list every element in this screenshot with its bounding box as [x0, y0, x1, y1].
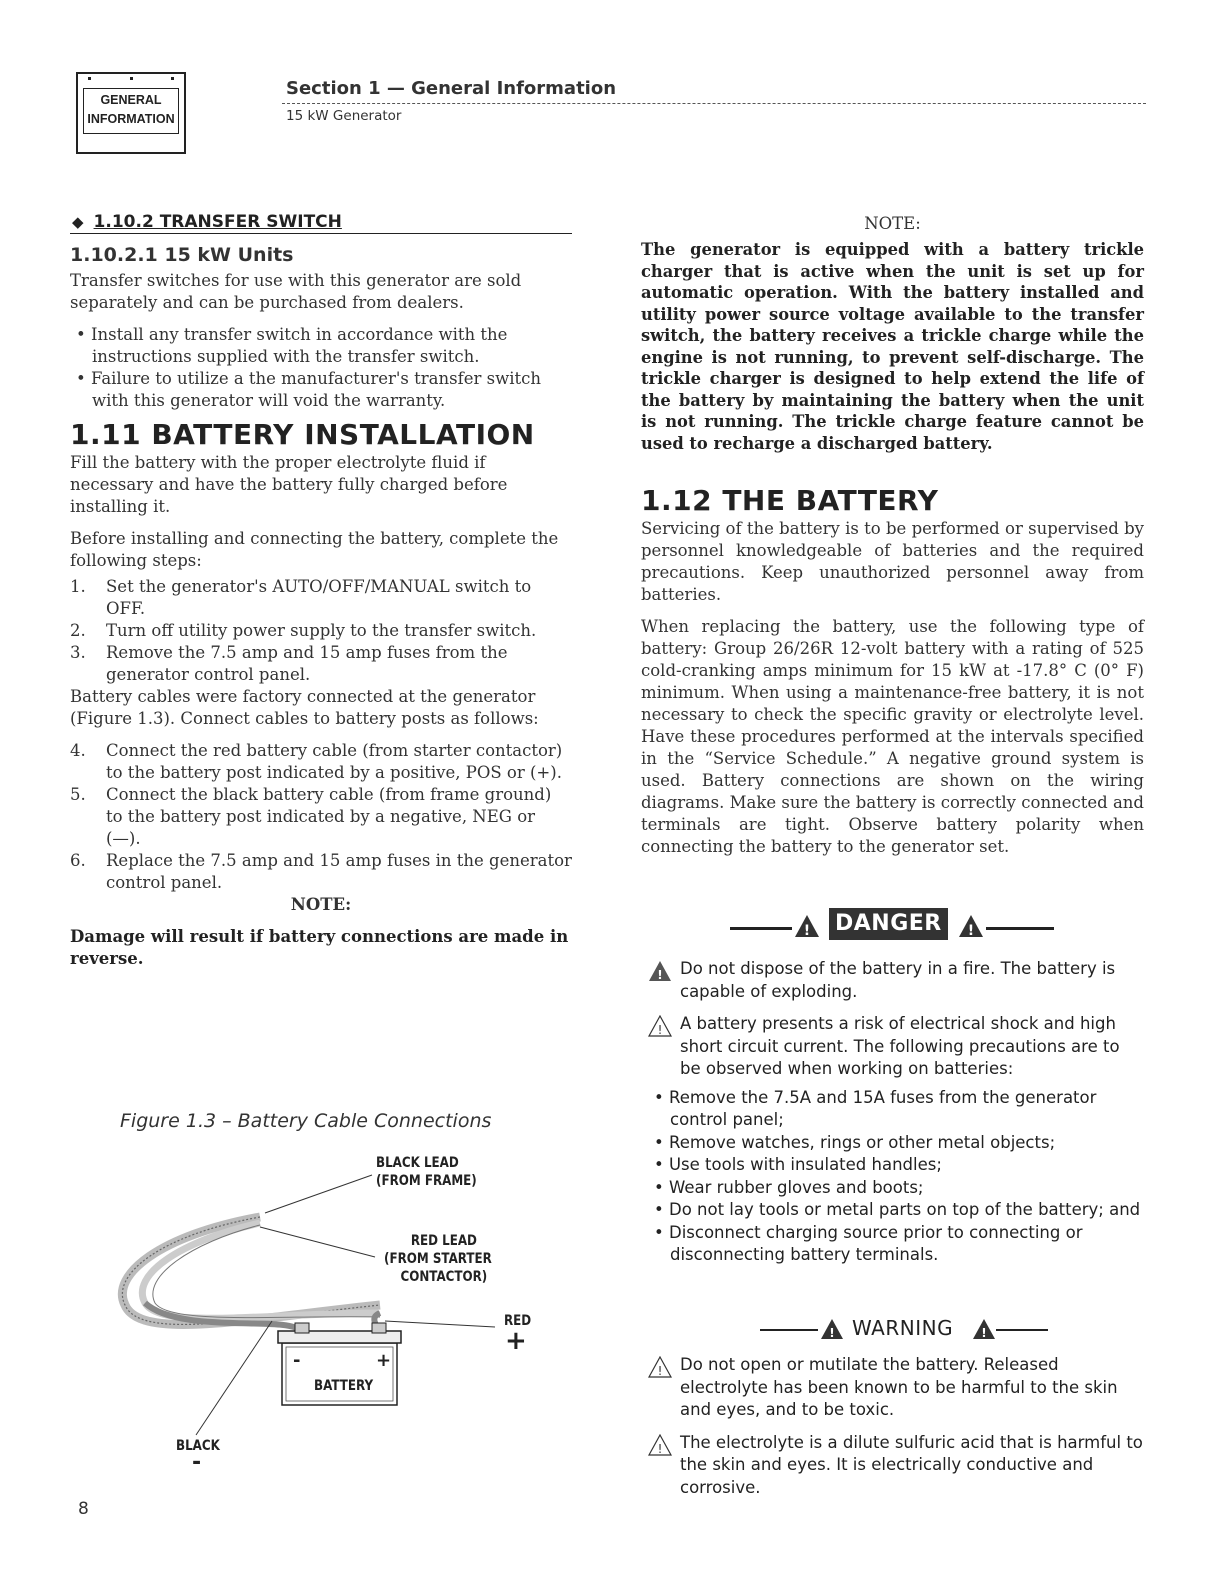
list-item: 5. Connect the black battery cable (from frame ground) to the battery post indicated by a negative, NEG or (—).	[70, 785, 552, 848]
danger-banner	[730, 906, 1060, 942]
header-rule	[282, 103, 1146, 104]
heading-1-12: 1.12 THE BATTERY	[641, 484, 939, 517]
warning-triangle-outline-icon	[648, 1434, 674, 1456]
heading-1-10-2: ◆ 1.10.2 TRANSFER SWITCH	[70, 212, 572, 234]
battery-minus: -	[293, 1350, 301, 1371]
battery-label: BATTERY	[314, 1378, 374, 1394]
warning-triangle-icon	[648, 960, 674, 982]
battery-plus: +	[376, 1350, 392, 1371]
warning-triangle-outline-icon	[648, 1356, 674, 1378]
paragraph-servicing: Servicing of the battery is to be performed or supervised by personnel knowledgeable of batteries and the required precautions. Keep unauthorized personnel away from batteries.	[641, 519, 1144, 604]
list-item: • Wear rubber gloves and boots;	[654, 1177, 924, 1197]
red-leader	[385, 1321, 495, 1327]
paragraph-transfer: Transfer switches for use with this generator are sold separately and can be purchased from dealers.	[70, 271, 522, 312]
black-label: BLACK	[176, 1438, 220, 1454]
steps-list-a	[70, 576, 572, 686]
black-lead-label: BLACK LEAD (FROM FRAME)	[376, 1155, 477, 1189]
black-lead-leader	[265, 1175, 372, 1213]
black-leader	[196, 1321, 272, 1435]
paragraph-before: Before installing and connecting the battery, complete the following steps:	[70, 529, 559, 570]
warning-label: WARNING	[852, 1316, 954, 1340]
right-column	[641, 214, 1144, 858]
list-item: • Install any transfer switch in accordance with the instructions supplied with the transfer switch.	[76, 325, 508, 366]
svg-text:!: !	[803, 923, 811, 938]
warning-item-2: ! The electrolyte is a dilute sulfuric acid that is harmful to the skin and eyes. It is electrically conductive and corrosive.	[648, 1432, 1144, 1500]
warning-section	[648, 1354, 1144, 1499]
svg-text:!: !	[657, 1441, 663, 1456]
list-item: • Use tools with insulated handles;	[654, 1155, 942, 1174]
svg-text:!: !	[829, 1326, 835, 1340]
section-tab	[76, 72, 186, 154]
svg-text:!: !	[981, 1326, 987, 1340]
paragraph-fill: Fill the battery with the proper electrolyte fluid if necessary and have the battery fully charged before installing it.	[70, 453, 508, 516]
red-lead-leader	[260, 1227, 375, 1257]
warning-triangle-icon	[820, 1318, 844, 1340]
bullet-list	[70, 324, 572, 412]
warning-triangle-icon	[958, 914, 984, 938]
warning-banner	[760, 1316, 1060, 1346]
red-label: RED	[504, 1313, 532, 1329]
svg-text:!: !	[967, 923, 975, 938]
list-item: • Remove watches, rings or other metal objects;	[654, 1132, 1056, 1152]
warning-triangle-outline-icon	[648, 1015, 674, 1037]
list-item: 1. Set the generator's AUTO/OFF/MANUAL switch to OFF.	[70, 577, 532, 618]
list-item: • Do not lay tools or metal parts on top of the battery; and	[654, 1200, 1141, 1219]
figure-caption: Figure 1.3 – Battery Cable Connections	[120, 1110, 492, 1132]
list-item: • Failure to utilize a the manufacturer's transfer switch with this generator will void the warranty.	[76, 369, 541, 410]
negative-post	[295, 1323, 309, 1333]
warning-item-1: ! Do not open or mutilate the battery. Released electrolyte has been known to be harmful to the skin and eyes, and to be toxic.	[648, 1354, 1144, 1422]
note-text-right: The generator is equipped with a battery trickle charger that is active when the unit is set up for automatic operation. With the battery installed and utility power source voltage available to the transfer switch, the battery receives a trickle charge while the engine is not running, to prevent self-discharge. The trickle charger is designed to help extend the life of the battery by maintaining the battery when the unit is not running. The trickle charge feature cannot be used to recharge a discharged battery.	[641, 240, 1144, 453]
diamond-icon: ◆	[72, 213, 84, 231]
list-item: 4. Connect the red battery cable (from starter contactor) to the battery post indicated by a positive, POS or (+).	[70, 741, 563, 782]
list-item: 3. Remove the 7.5 amp and 15 amp fuses from the generator control panel.	[70, 643, 508, 684]
section-subtitle: 15 kW Generator	[286, 108, 402, 124]
note-label-left: NOTE:	[290, 895, 352, 914]
danger-item-2: ! A battery presents a risk of electrical shock and high short circuit current. The following precautions are to be observed when working on batteries:	[648, 1013, 1144, 1081]
positive-post	[372, 1323, 386, 1333]
svg-text:!: !	[657, 1364, 663, 1378]
list-item: 2. Turn off utility power supply to the transfer switch.	[70, 621, 537, 640]
tab-line-1: GENERAL	[100, 93, 162, 107]
tab-line-2: INFORMATION	[87, 112, 175, 126]
svg-text:!: !	[657, 968, 663, 982]
list-item: • Disconnect charging source prior to connecting or disconnecting battery terminals.	[654, 1222, 1083, 1264]
warning-triangle-icon	[794, 914, 820, 938]
page-number: 8	[78, 1499, 89, 1519]
red-lead-label: RED LEAD (FROM STARTER CONTACTOR)	[384, 1233, 492, 1285]
warning-triangle-icon	[972, 1318, 996, 1340]
note-text-left: Damage will result if battery connections are made in reverse.	[70, 927, 569, 968]
paragraph-replacing: When replacing the battery, use the following type of battery: Group 26/26R 12-volt battery with a rating of 525 cold-cranking amps minimum for 15 kW at -17.8° C (0° F) minimum. When using a maintenance-free battery, it is not necessary to check the specific gravity or electrolyte level. Have these procedures performed at the intervals specified in the “Service Schedule.” A negative ground system is used. Battery connections are shown on the wiring diagrams. Make sure the battery is correctly connected and terminals are tight. Observe battery polarity when connecting the battery to the generator set.	[641, 617, 1144, 856]
paragraph-cables: Battery cables were factory connected at the generator (Figure 1.3). Connect cables to battery posts as follows:	[70, 687, 539, 728]
heading-1-10-2-1: 1.10.2.1 15 kW Units	[70, 244, 294, 266]
plus-sign: +	[505, 1326, 527, 1356]
danger-label: DANGER	[829, 908, 948, 940]
precautions-list	[648, 1087, 1144, 1267]
danger-section	[648, 958, 1144, 1267]
left-column	[70, 212, 572, 970]
svg-text:!: !	[657, 1023, 663, 1037]
list-item: 6. Replace the 7.5 amp and 15 amp fuses in the generator control panel.	[70, 851, 572, 892]
minus-sign: -	[192, 1450, 202, 1475]
danger-item-1: ! Do not dispose of the battery in a fire. The battery is capable of exploding.	[648, 958, 1144, 1003]
list-item: • Remove the 7.5A and 15A fuses from the generator control panel;	[654, 1087, 1097, 1129]
note-label-right: NOTE:	[864, 214, 921, 233]
heading-1-11: 1.11 BATTERY INSTALLATION	[70, 418, 535, 451]
steps-list-b	[70, 740, 572, 894]
section-title: Section 1 — General Information	[286, 78, 617, 99]
